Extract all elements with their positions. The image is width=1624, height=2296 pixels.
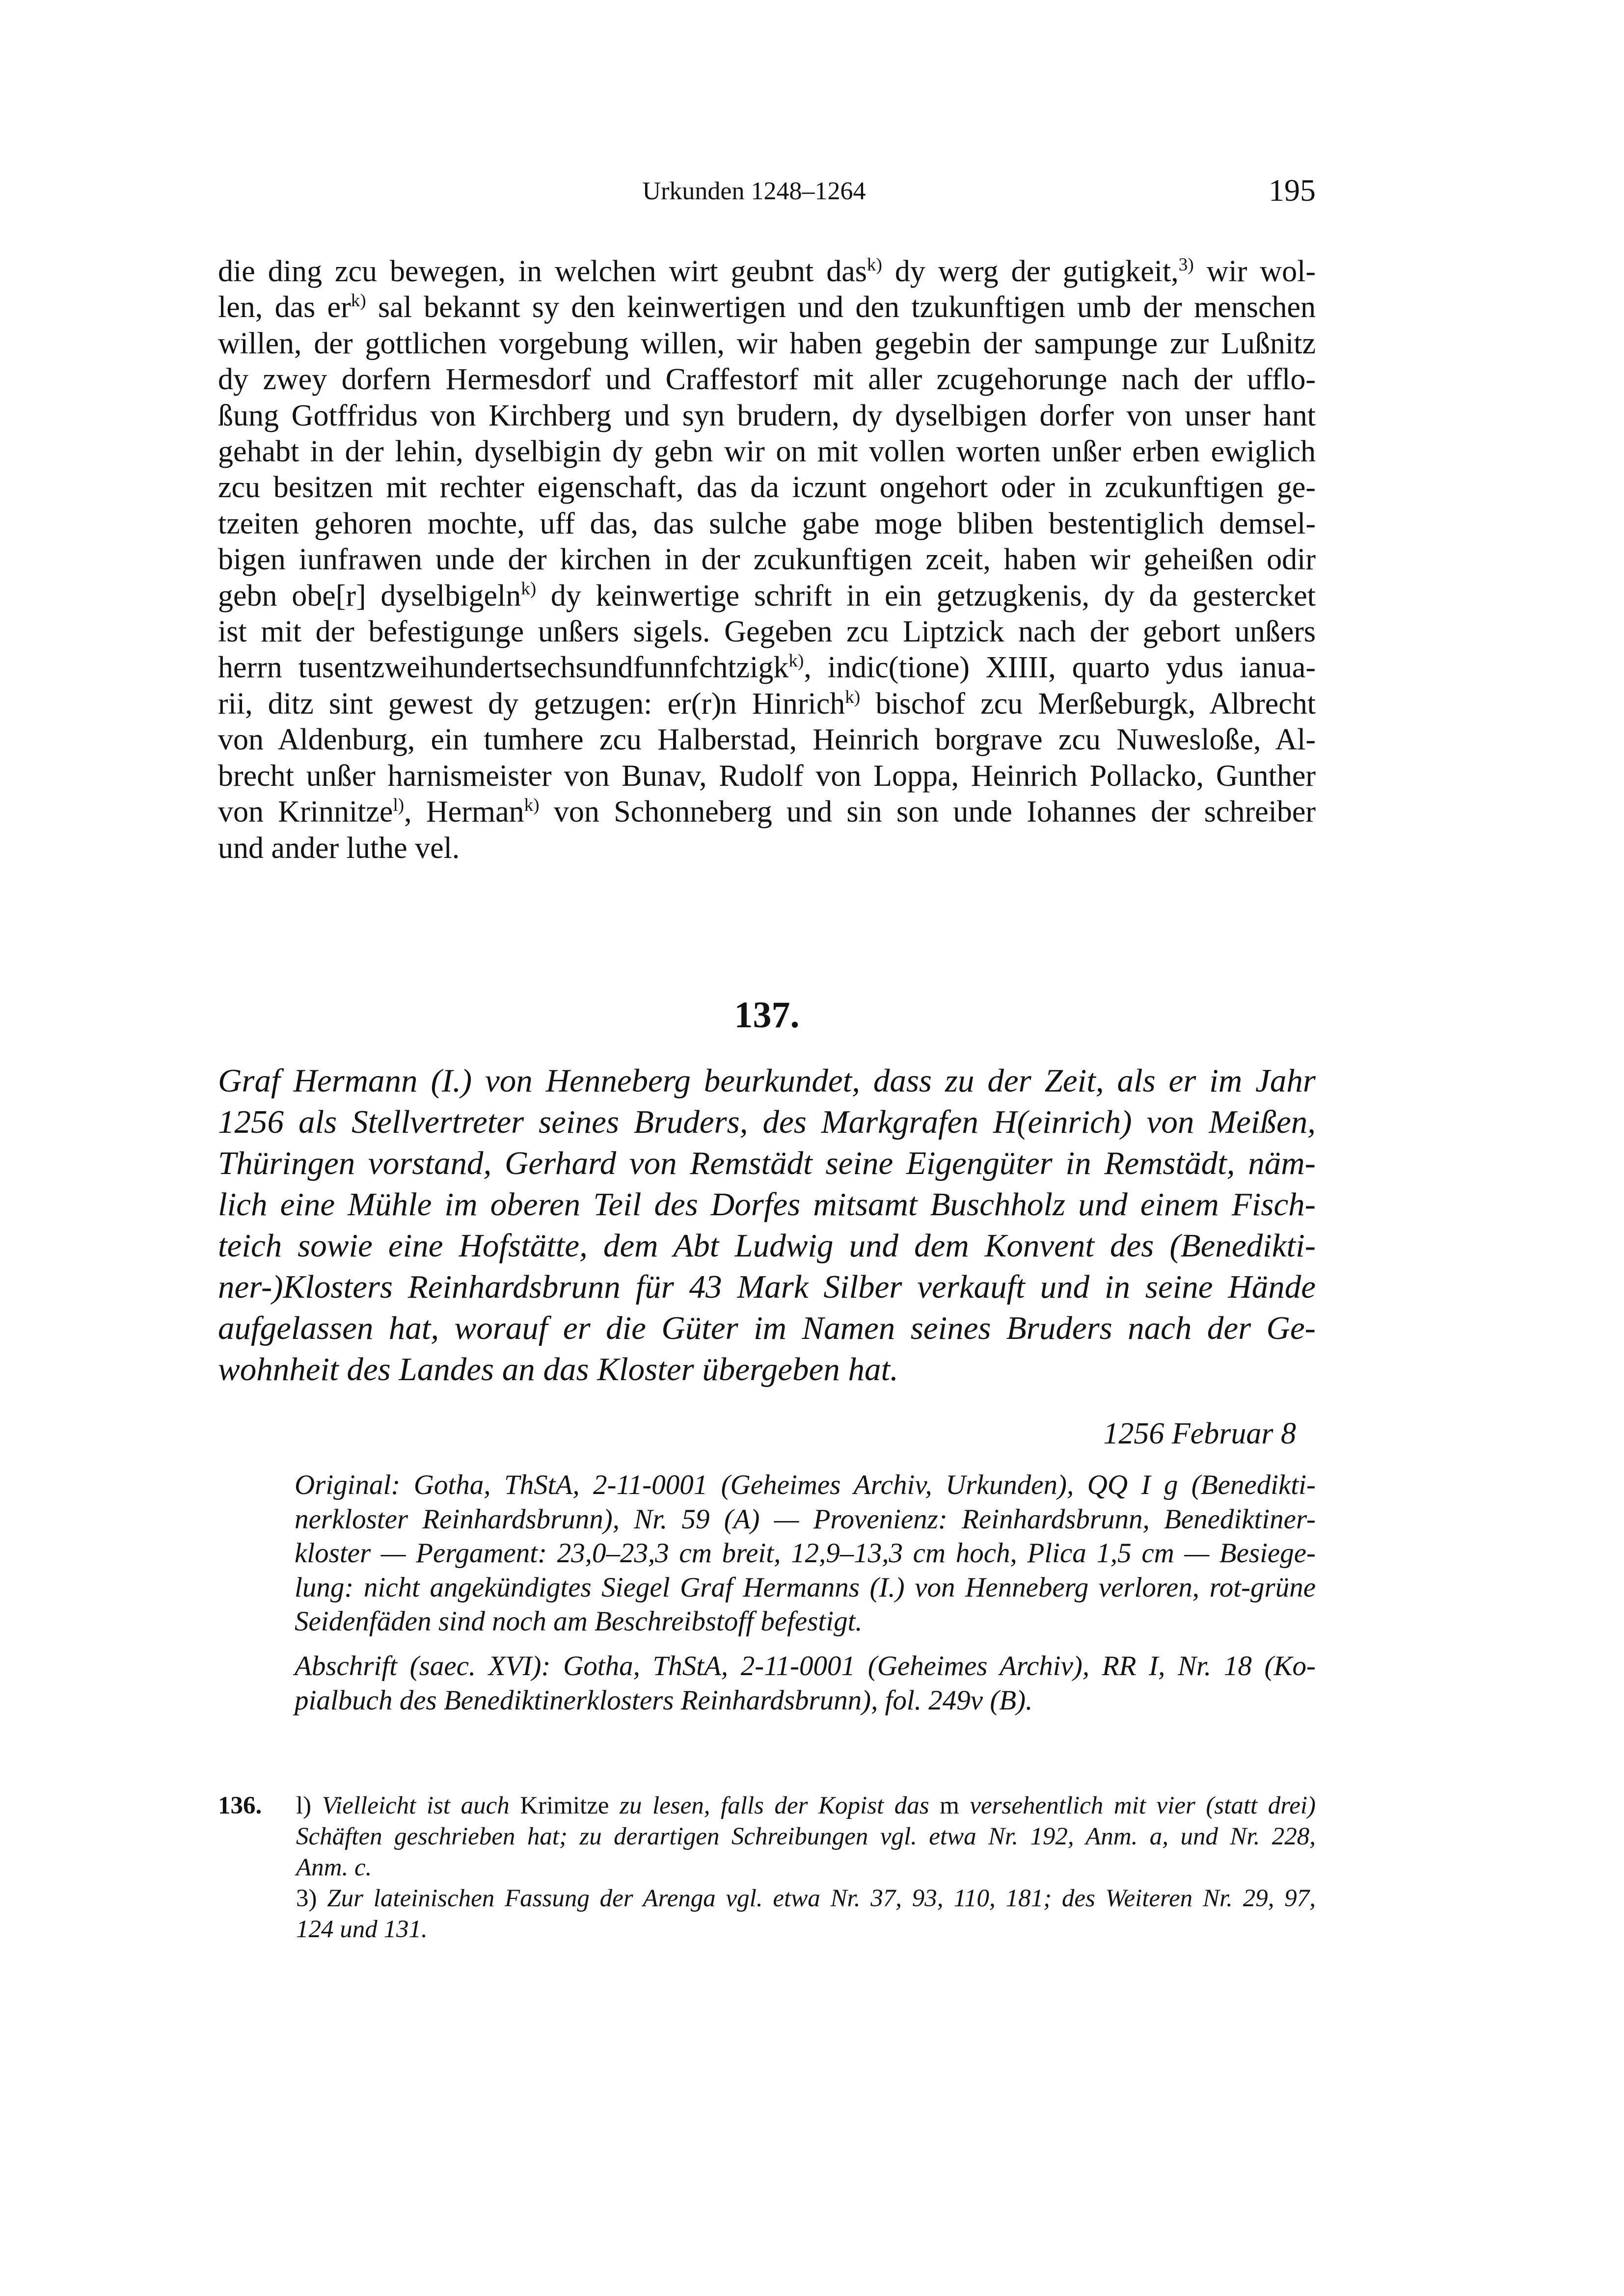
footnote-reference: l) [393,795,405,815]
footnote-reference: k) [845,687,861,707]
text-run: die ding zcu bewegen, in welchen wirt geubnt das [218,255,867,288]
footnote-line [296,1883,1316,1914]
footnote-reference: k) [788,651,804,671]
text-run: dy zwey dorfern Hermesdorf und Craffestorf mit aller zcugehorunge nach der ufflo- [218,363,1316,397]
text-run: , indic(tione) XIIII, quarto ydus ianua- [804,651,1316,685]
text-run: teich sowie eine Hofstätte, dem Abt Ludwig und dem Konvent des (Benedikti- [218,1228,1316,1264]
body-line [218,830,1316,866]
body-line [218,542,1316,578]
text-run: Zur lateinischen Fassung der Arenga vgl. etwa Nr. 37, 93, 110, 181; des Weiteren Nr. 29, 97, [317,1885,1316,1912]
footnote-line [296,1914,1316,1945]
text-run: ner-)Klosters Reinhardsbrunn für 43 Mark Silber verkauft und in seine Hände [218,1269,1316,1305]
text-run: bigen iunfrawen unde der kirchen in der zcukunftigen zceit, haben wir geheißen odir [218,543,1316,577]
quoted-source-text: Krimitze [520,1792,609,1819]
quoted-source-text: m [940,1792,959,1819]
text-run: brecht unßer harnismeister von Bunav, Rudolf von Loppa, Heinrich Pollacko, Gunther [218,759,1316,793]
text-run: pialbuch des Benediktinerklosters Reinhardsbrunn), fol. 249v (B). [295,1684,1033,1716]
footnote-l [296,1790,1316,1883]
text-run: nerkloster Reinhardsbrunn), Nr. 59 (A) — Provenienz: Reinhardsbrunn, Benediktiner- [295,1503,1316,1535]
tradition-line [295,1502,1316,1537]
original-description [295,1468,1316,1639]
text-run: 124 und 131. [296,1916,428,1943]
text-run: Seidenfäden sind noch am Beschreibstoff befestigt. [295,1606,863,1637]
body-line [218,578,1316,614]
body-line [218,614,1316,650]
footnote-reference: k) [351,291,366,311]
tradition-line [295,1571,1316,1605]
body-line [218,650,1316,686]
text-run: sal bekannt sy den keinwertigen und den tzukunftigen umb der menschen [366,291,1316,324]
regest-line [218,1060,1316,1101]
body-line [218,362,1316,398]
regest-line [218,1225,1316,1266]
text-run: Vielleicht ist auch [311,1792,520,1819]
text-run: len, das er [218,291,351,324]
footnote-line [296,1821,1316,1852]
body-line [218,722,1316,758]
body-line [218,506,1316,542]
text-run: kloster — Pergament: 23,0–23,3 cm breit, 12,9–13,3 cm hoch, Plica 1,5 cm — Besiege- [295,1538,1316,1569]
text-run: Anm. c. [296,1854,372,1881]
page-number: 195 [1269,173,1316,208]
text-run: wir wol- [1193,255,1316,288]
text-run: herrn tusentzweihundertsechsundfunnfchtzigk [218,651,789,685]
tradition-line [295,1536,1316,1571]
text-run: und ander luthe vel. [218,831,460,865]
text-run: von Schonneberg und sin son unde Iohannes der schreiber [539,795,1316,829]
text-run: versehentlich mit vier (statt drei) [959,1792,1316,1819]
body-line [218,398,1316,434]
tradition-line [295,1468,1316,1502]
running-title: Urkunden 1248–1264 [642,177,866,205]
text-run: 1256 als Stellvertreter seines Bruders, des Markgrafen H(einrich) von Meißen, [218,1104,1316,1140]
text-run: wohnheit des Landes an das Kloster übergeben hat. [218,1351,898,1388]
footnote-reference: 3) [1178,254,1194,275]
text-run: Abschrift (saec. XVI): Gotha, ThStA, 2-11-0001 (Geheimes Archiv), RR I, Nr. 18 (Ko- [295,1650,1316,1682]
text-run: Graf Hermann (I.) von Henneberg beurkundet, dass zu der Zeit, als er im Jahr [218,1063,1316,1099]
text-run: dy werg der gutigkeit, [882,255,1179,288]
body-line [218,794,1316,830]
footnote-marker: 3) [296,1885,317,1912]
footnote-reference: k) [866,254,882,275]
text-run: gebn obe[r] dyselbigeln [218,579,521,613]
text-run: dy keinwertige schrift in ein getzugkenis, dy da gestercket [536,579,1316,613]
copy-description [295,1649,1316,1717]
regest-line [218,1143,1316,1184]
body-line [218,254,1316,290]
document-number: 137. [734,994,800,1036]
text-run: Schäften geschrieben hat; zu derartigen Schreibungen vgl. etwa Nr. 192, Anm. a, und Nr. 228, [296,1823,1316,1850]
tradition-line [295,1649,1316,1683]
regest [218,1060,1316,1390]
text-run: lung: nicht angekündigtes Siegel Graf Hermanns (I.) von Henneberg verloren, rot-grüne [295,1572,1316,1603]
footnote-reference: k) [524,795,540,815]
footnote-marker: l) [296,1792,312,1819]
body-line [218,686,1316,722]
footnote-line [296,1852,1316,1883]
text-run: willen, der gottlichen vorgebung willen, wir haben gegebin der sampunge zur Lußnitz [218,326,1316,360]
body-line [218,326,1316,362]
tradition-line [295,1604,1316,1639]
body-line [218,290,1316,325]
text-run: bischof zcu Merßeburgk, Albrecht [860,687,1316,721]
text-run: rii, ditz sint gewest dy getzugen: er(r)n Hinrich [218,687,845,721]
text-run: zu lesen, falls der Kopist das [609,1792,940,1819]
text-run: lich eine Mühle im oberen Teil des Dorfes mitsamt Buschholz und einem Fisch- [218,1186,1316,1223]
regest-line [218,1349,1316,1390]
document-date: 1256 Februar 8 [1103,1417,1296,1450]
regest-line [218,1184,1316,1225]
footnote-reference: k) [521,579,537,599]
text-run: Original: Gotha, ThStA, 2-11-0001 (Geheimes Archiv, Urkunden), QQ I g (Benedikti- [295,1469,1316,1500]
body-line [218,758,1316,794]
text-run: gehabt in der lehin, dyselbigin dy gebn wir on mit vollen worten unßer erben ewiglich [218,435,1316,469]
text-run: zcu besitzen mit rechter eigenschaft, das da iczunt ongehort oder in zcukunftigen ge- [218,471,1316,505]
body-line [218,434,1316,470]
footnote-3 [296,1883,1316,1945]
text-run: ist mit der befestigunge unßers sigels. Gegeben zcu Liptzick nach der gebort unßers [218,615,1316,649]
document-136-text [218,254,1316,866]
text-run: Thüringen vorstand, Gerhard von Remstädt seine Eigengüter in Remstädt, näm- [218,1145,1316,1181]
text-run: von Aldenburg, ein tumhere zcu Halberstad, Heinrich borgrave zcu Nuwesloße, Al- [218,723,1316,757]
tradition-line [295,1683,1316,1718]
text-run: aufgelassen hat, worauf er die Güter im Namen seines Bruders nach der Ge- [218,1310,1316,1346]
tradition-notes [295,1468,1316,1717]
regest-line [218,1101,1316,1143]
text-run: tzeiten gehoren mochte, uff das, das sulche gabe moge bliben bestentiglich demsel- [218,507,1316,540]
text-run: ßung Gotffridus von Kirchberg und syn brudern, dy dyselbigen dorfer von unser hant [218,399,1316,432]
footnotes [296,1790,1316,1945]
footnote-line [296,1790,1316,1821]
footnote-document-label: 136. [218,1792,262,1819]
regest-line [218,1266,1316,1308]
regest-line [218,1308,1316,1349]
text-run: , Herman [404,795,524,829]
body-line [218,470,1316,506]
text-run: von Krinnitze [218,795,393,829]
